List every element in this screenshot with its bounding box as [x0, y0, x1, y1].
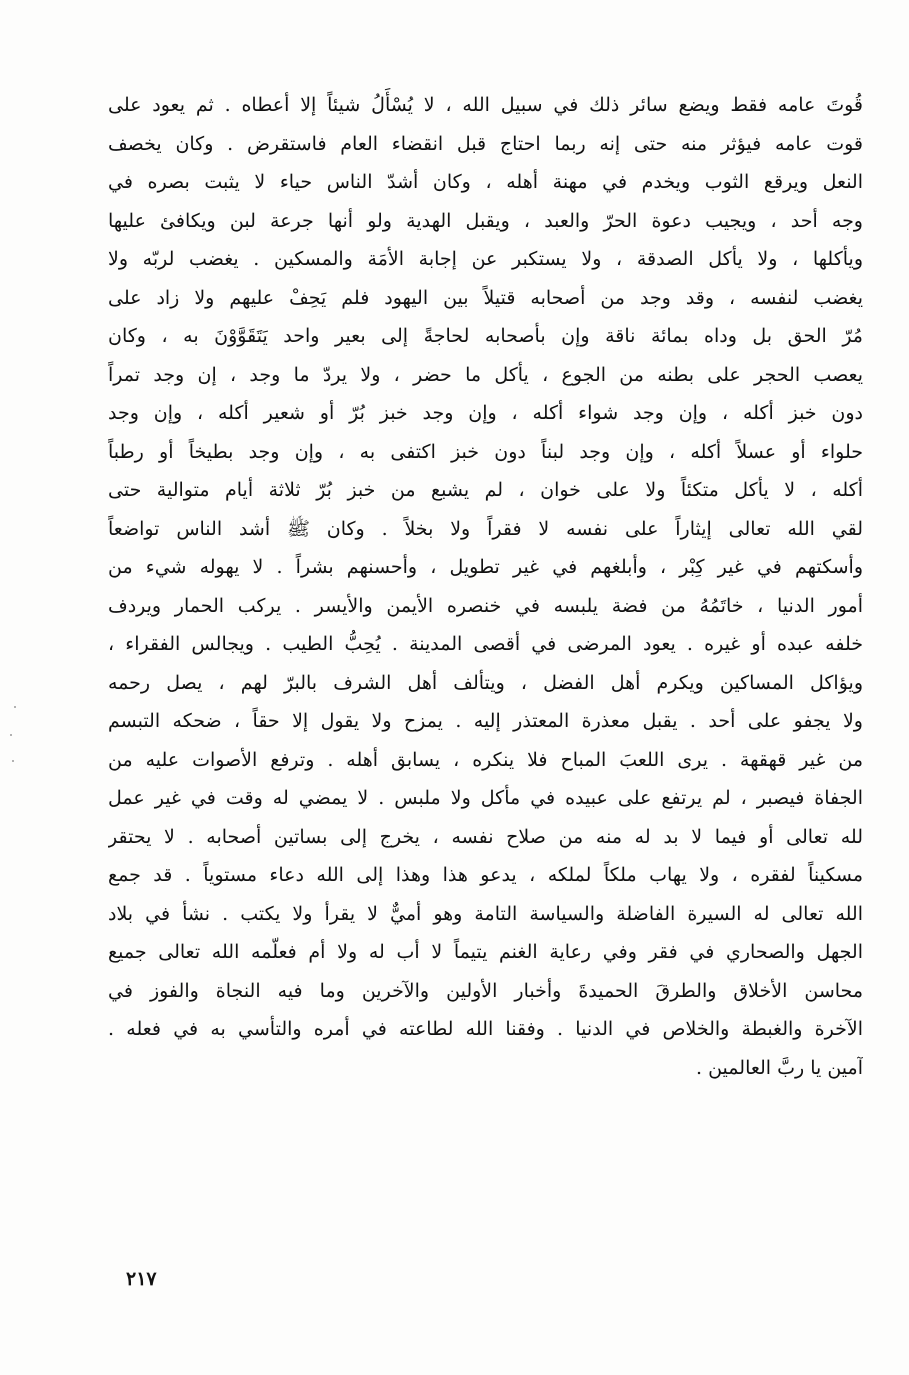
text-line: قُوتَ عامه فقط ويضع سائر ذلك في سبيل الله ، لا يُسْأَلُ شيئاً إلا أعطاه . ثم يعود على	[108, 94, 863, 116]
text-line: لله تعالى أو فيما لا بد له منه من صلاح نفسه ، يخرج إلى بساتين أصحابه . لا يحتقر	[108, 825, 863, 848]
text-line: ويأكلها ، ولا يأكل الصدقة ، ولا يستكبر عن إجابة الأمَة والمسكين . يغضب لربّه ولا	[108, 248, 863, 270]
text-line: أمور الدنيا ، خاتَمُهُ من فضة يلبسه في خنصره الأيمن والأيسر . يركب الحمار ويردف	[108, 594, 863, 617]
text-line: يغضب لنفسه ، وقد وجد من أصحابه قتيلاً بين اليهود فلم يَحِفْ عليهم ولا زاد على	[108, 286, 863, 309]
text-line: الجفاة فيصبر ، لم يرتفع على عبيده في مأكل ولا ملبس . لا يمضي له وقت في غير عمل	[108, 787, 863, 809]
text-line: آمين يا ربَّ العالمين .	[696, 1056, 863, 1079]
text-line: وأسكتهم في غير كِبْر ، وأبلغهم في غير تطويل ، وأحسنهم بشراً . لا يهوله شيء من	[108, 556, 863, 578]
text-line: دون خبز أكله ، وإن وجد شواء أكله ، وإن وجد خبز بُرّ أو شعير أكله ، وإن وجد	[108, 402, 863, 424]
text-line: الجهل والصحاري في فقر وفي رعاية الغنم يتيماً لا أب له ولا أم فعلّمه الله تعالى جميع	[108, 941, 863, 963]
margin-speck	[10, 734, 12, 736]
margin-speck	[12, 760, 14, 762]
text-line: قوت عامه فيؤثر منه حتى إنه ربما احتاج قبل انقضاء العام فاستقرض . وكان يخصف	[108, 132, 863, 155]
page-number: ٢١٧	[126, 1268, 157, 1290]
body-text	[108, 86, 863, 1087]
text-line: محاسن الأخلاق والطرقَ الحميدةَ وأخبار الأولين والآخرين وما فيه النجاة والفوز في	[108, 979, 863, 1002]
text-line: الله تعالى له السيرة الفاضلة والسياسة التامة وهو أميٌّ لا يقرأ ولا يكتب . نشأ في بلاد	[108, 902, 863, 925]
text-line: خلفه عبده أو غيره . يعود المرضى في أقصى المدينة . يُحِبُّ الطيب . ويجالس الفقراء ،	[108, 633, 863, 655]
text-line: وجه أحد ، ويجيب دعوة الحرّ والعبد ، ويقبل الهدية ولو أنها جرعة لبن ويكافئ عليها	[108, 209, 863, 232]
text-line: ويؤاكل المساكين ويكرم أهل الفضل ، ويتألف أهل الشرف بالبرّ لهم ، يصل رحمه	[108, 671, 863, 694]
text-line: الآخرة والغبطة والخلاص في الدنيا . وفقنا الله لطاعته في أمره والتأسي به في فعله .	[108, 1018, 863, 1040]
text-line: أكله ، لا يأكل متكئاً ولا على خوان ، لم يشبع من خبز بُرّ ثلاثة أيام متوالية حتى	[108, 479, 863, 501]
margin-speck	[14, 706, 16, 708]
text-line: لقي الله تعالى إيثاراً على نفسه لا فقراً ولا بخلاً . وكان ﷺ أشد الناس تواضعاً	[108, 517, 863, 540]
text-line: مُرّ الحق بل وداه بمائة ناقة وإن بأصحابه لحاجةً إلى بعير واحد يَتَقَوَّوْنَ به ، وكان	[108, 325, 863, 347]
text-line: ولا يجفو على أحد . يقبل معذرة المعتذر إليه . يمزح ولا يقول إلا حقاً ، ضحكه التبسم	[108, 710, 863, 732]
text-line: النعل ويرقع الثوب ويخدم في مهنة أهله ، وكان أشدّ الناس حياء لا يثبت بصره في	[108, 171, 863, 193]
text-line: حلواء أو عسلاً أكله ، وإن وجد لبناً دون خبز اكتفى به ، وإن وجد بطيخاً أو رطباً	[108, 440, 863, 463]
text-line: يعصب الحجر على بطنه من الجوع ، يأكل ما حضر ، ولا يردّ ما وجد ، إن وجد تمراً	[108, 363, 863, 386]
text-line: مسكيناً لفقره ، ولا يهاب ملكاً لملكه ، يدعو هذا وهذا إلى الله دعاء مستوياً . قد جمع	[108, 864, 863, 886]
text-line: من غير قهقهة . يرى اللعبَ المباح فلا ينكره ، يسابق أهله . وترفع الأصوات عليه من	[108, 748, 863, 771]
